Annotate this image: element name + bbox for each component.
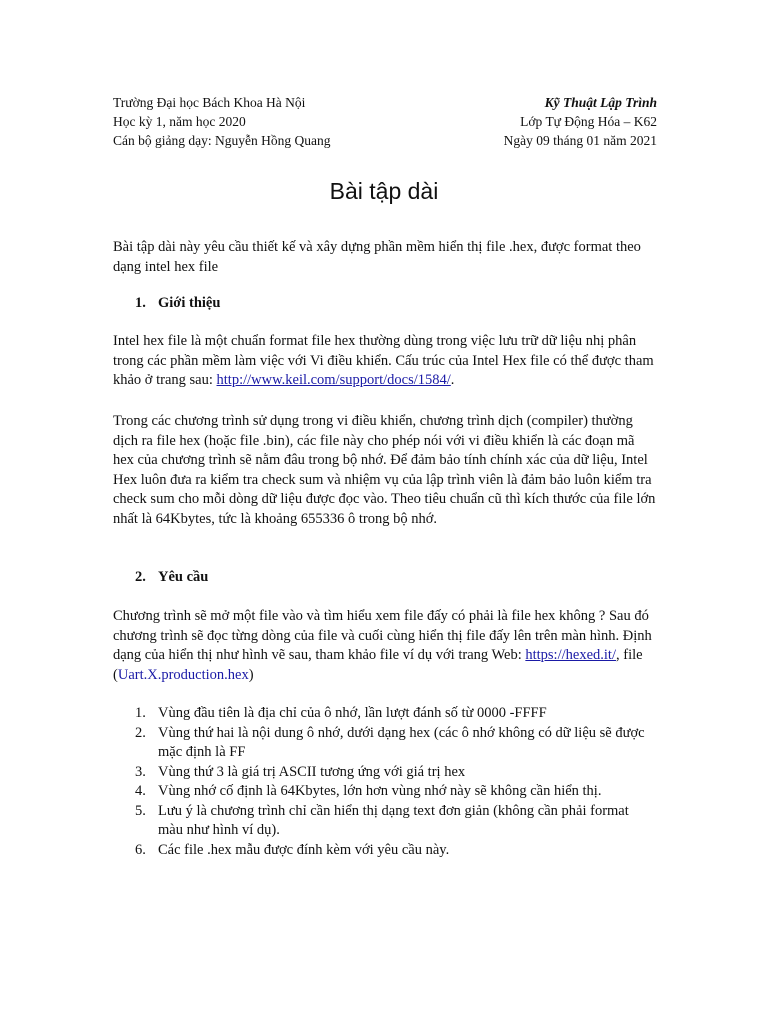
list-item xyxy=(135,802,657,841)
semester: Học kỳ 1, năm học 2020 xyxy=(113,114,246,129)
list-item-number: 3. xyxy=(135,763,146,780)
section-1-paragraph-1 xyxy=(113,332,657,391)
keil-link[interactable]: http://www.keil.com/support/docs/1584/ xyxy=(216,372,451,388)
class-name: Lớp Tự Động Hóa – K62 xyxy=(520,114,657,129)
header-row-2 xyxy=(113,112,657,131)
section-2-title: Yêu cầu xyxy=(158,569,209,585)
document-title: Bài tập dài xyxy=(329,178,439,204)
hexed-link[interactable]: https://hexed.it/ xyxy=(525,647,616,663)
university-name: Trường Đại học Bách Khoa Hà Nội xyxy=(113,95,306,110)
list-item-number: 5. xyxy=(135,802,146,819)
course-name: Kỹ Thuật Lập Trình xyxy=(544,95,657,110)
requirements-list xyxy=(135,704,657,860)
list-item-text: Vùng thứ hai là nội dung ô nhớ, dưới dạng hex (các ô nhớ không có dữ liệu sẽ được mặc định là FF xyxy=(158,724,645,760)
list-item xyxy=(135,704,657,724)
list-item-number: 2. xyxy=(135,724,146,741)
list-item-number: 6. xyxy=(135,841,146,858)
date: Ngày 09 tháng 01 năm 2021 xyxy=(503,133,657,148)
section-1-paragraph-2: Trong các chương trình sử dụng trong vi điều khiển, chương trình dịch (compiler) thường dịch ra file hex (hoặc file .bin), các file này cho phép nói với vi điều khiển là các đoạn mã hex của chương trình sẽ nằm đâu trong bộ nhớ. Để đảm bảo tính chính xác của dữ liệu, Intel Hex luôn đưa ra kiểm tra check sum và nhiệm vụ của lập trình viên là đảm bảo luôn kiểm tra check sum cho mỗi dòng dữ liệu được đọc vào. Theo tiêu chuẩn cũ thì kích thước của file lớn nhất là 64Kbytes, tức là khoảng 655336 ô trong bộ nhớ. xyxy=(113,413,656,527)
section-2-paragraph-1-mid: , file ( xyxy=(113,647,643,683)
header-row-3 xyxy=(113,131,657,150)
lecturer: Cán bộ giảng dạy: Nguyễn Hồng Quang xyxy=(113,133,331,148)
list-item xyxy=(135,763,657,783)
section-1-heading xyxy=(135,295,220,312)
section-2-paragraph-1-end: ) xyxy=(248,666,254,683)
section-1-paragraph-1-end: . xyxy=(450,372,455,388)
example-file-name: Uart.X.production.hex xyxy=(117,666,249,683)
section-2-number: 2. xyxy=(135,569,146,585)
list-item xyxy=(135,841,657,861)
document-header xyxy=(113,93,657,150)
header-row-1 xyxy=(113,93,657,112)
section-2-paragraph-1-text: Chương trình sẽ mở một file vào và tìm hiểu xem file đấy có phải là file hex không ? Sau đó chương trình sẽ đọc từng dòng của file và cuối cùng hiển thị file đấy lên trên màn hình. Định dạng của hiển thị như hình vẽ sau, tham khảo file ví dụ với trang Web: xyxy=(113,608,652,663)
section-1-paragraph-1-text: Intel hex file là một chuẩn format file hex thường dùng trong việc lưu trữ dữ liệu nhị phân trong các phần mềm làm việc với Vi điều khiển. Cấu trúc của Intel Hex file có thể được tham khảo ở trang sau: xyxy=(113,333,654,388)
list-item-text: Lưu ý là chương trình chỉ cần hiển thị dạng text đơn giản (không cần phải format màu như hình ví dụ). xyxy=(158,802,629,838)
list-item-text: Các file .hex mẫu được đính kèm với yêu cầu này. xyxy=(158,841,450,858)
list-item-text: Vùng thứ 3 là giá trị ASCII tương ứng với giá trị hex xyxy=(158,763,466,780)
list-item-text: Vùng đầu tiên là địa chỉ của ô nhớ, lần lượt đánh số từ 0000 -FFFF xyxy=(158,705,547,721)
list-item-number: 4. xyxy=(135,783,146,799)
list-item xyxy=(135,782,657,802)
section-1-title: Giới thiệu xyxy=(158,295,221,311)
section-2-heading xyxy=(135,569,208,586)
intro-paragraph: Bài tập dài này yêu cầu thiết kế và xây dựng phần mềm hiển thị file .hex, được format theo dạng intel hex file xyxy=(113,239,641,275)
list-item xyxy=(135,724,657,763)
list-item-number: 1. xyxy=(135,705,146,721)
list-item-text: Vùng nhớ cố định là 64Kbytes, lớn hơn vùng nhớ này sẽ không cần hiển thị. xyxy=(158,783,602,799)
section-1-number: 1. xyxy=(135,295,146,311)
section-2-paragraph-1 xyxy=(113,607,657,685)
